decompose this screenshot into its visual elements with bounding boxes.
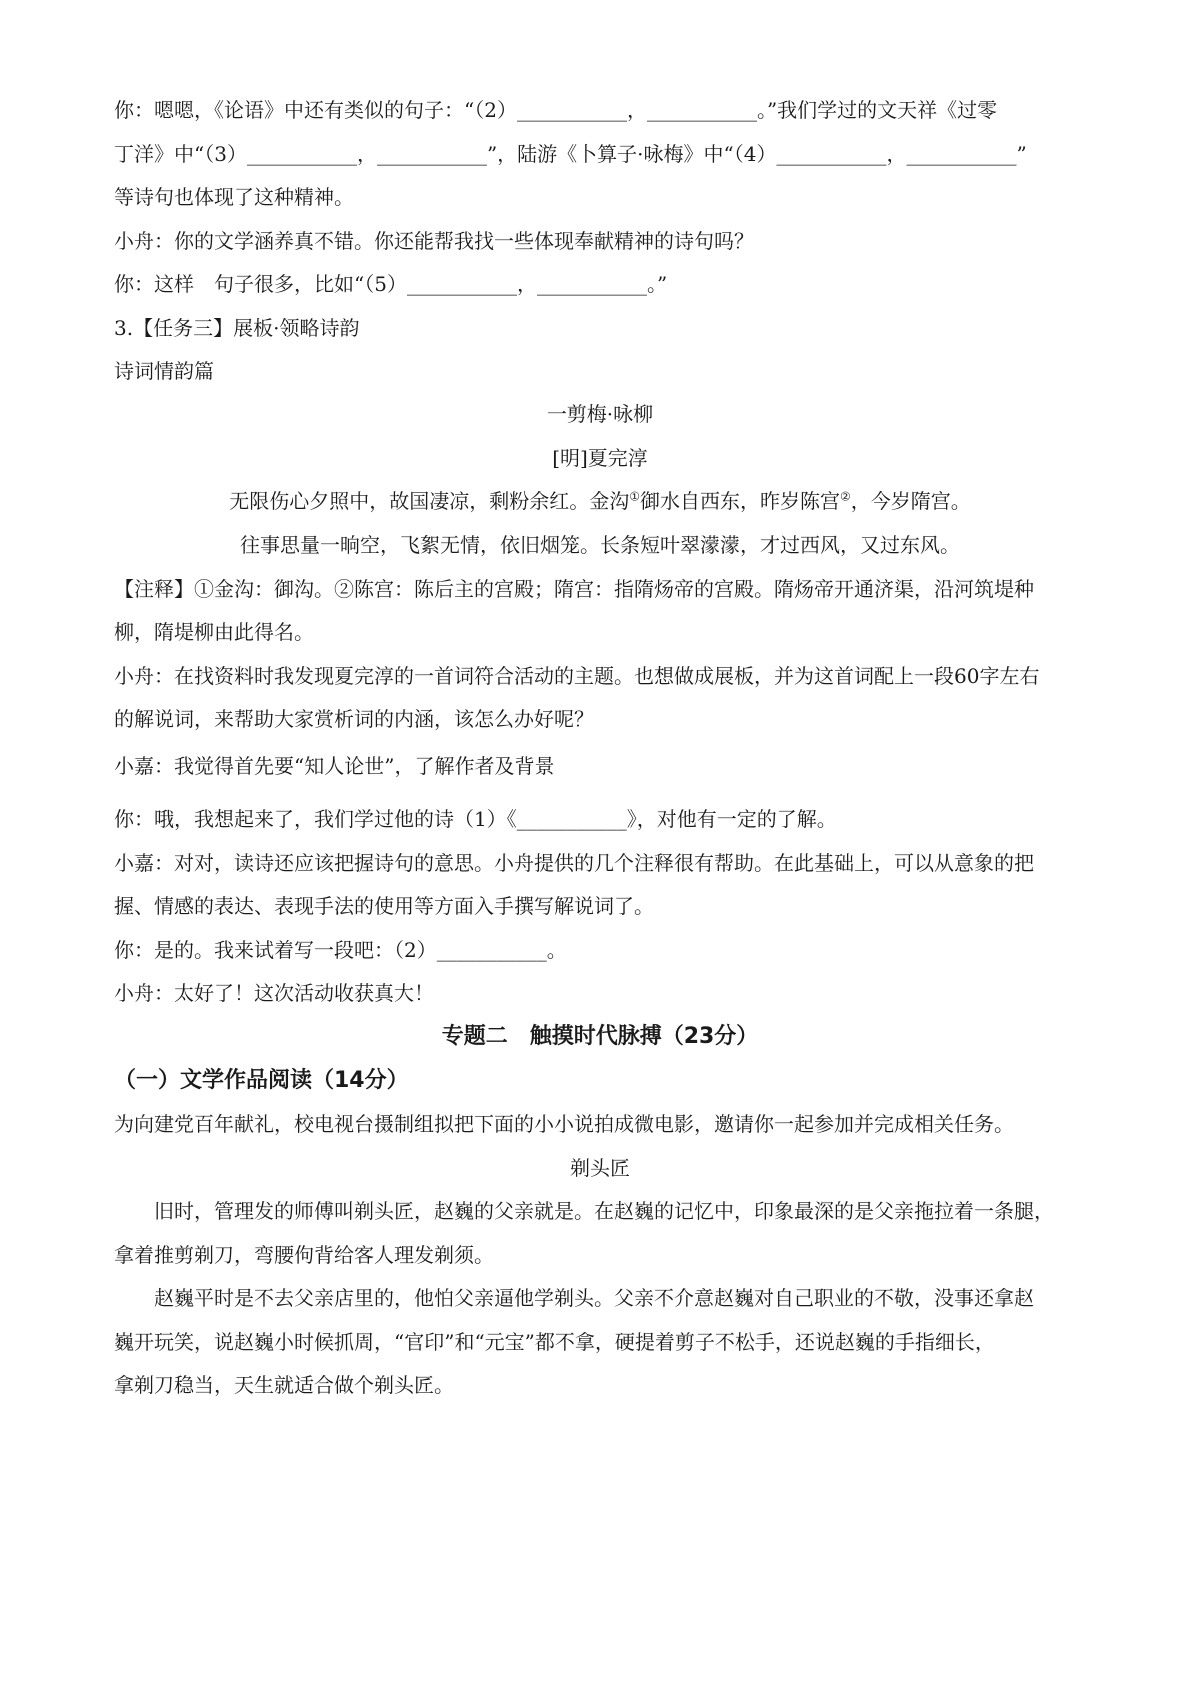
annotation: 柳，隋堤柳由此得名。 — [114, 620, 314, 644]
text-line: 小嘉：对对，读诗还应该把握诗句的意思。小舟提供的几个注释很有帮助。在此基础上，可以从意象的把 — [114, 851, 1034, 875]
section-heading: 专题二 触摸时代脉搏（23分） — [441, 1024, 759, 1049]
section-label: 诗词情韵篇 — [114, 359, 214, 383]
story-paragraph: 巍开玩笑，说赵巍小时候抓周，“官印”和“元宝”都不拿，硬提着剪子不松手，还说赵巍的手指细长， — [114, 1330, 995, 1354]
text-line: 你：嗯嗯，《论语》中还有类似的句子：“（2）___________，___________。”我们学过的文天祥《过零 — [114, 98, 998, 122]
poem-line: 往事思量一晌空，飞絮无情，依旧烟笼。长条短叶翠濛濛，才过西风，又过东风。 — [240, 533, 960, 557]
task-heading: 3.【任务三】展板·领略诗韵 — [114, 316, 360, 340]
text-line: 小舟：在找资料时我发现夏完淳的一首词符合活动的主题。也想做成展板，并为这首词配上一段60字左右 — [114, 664, 1040, 688]
text-line: 为向建党百年献礼，校电视台摄制组拟把下面的小小说拍成微电影，邀请你一起参加并完成相关任务。 — [114, 1112, 1014, 1136]
poem-title: 一剪梅·咏柳 — [546, 402, 654, 426]
text-line: 等诗句也体现了这种精神。 — [114, 185, 354, 209]
story-title: 剃头匠 — [570, 1156, 630, 1180]
text-line: 小嘉：我觉得首先要“知人论世”，了解作者及背景 — [114, 754, 555, 778]
text-line: 握、情感的表达、表现手法的使用等方面入手撰写解说词了。 — [114, 894, 654, 918]
story-paragraph: 拿着推剪剃刀，弯腰佝背给客人理发剃须。 — [114, 1243, 494, 1267]
text-line: 小舟：你的文学涵养真不错。你还能帮我找一些体现奉献精神的诗句吗？ — [114, 229, 754, 253]
text-line: 你：这样 句子很多，比如“（5）___________，___________。” — [114, 272, 668, 296]
story-paragraph: 拿剃刀稳当，天生就适合做个剃头匠。 — [114, 1373, 454, 1397]
text-line: 你：哦，我想起来了，我们学过他的诗（1）《___________》，对他有一定的了解。 — [114, 807, 837, 831]
annotation: 【注释】①金沟：御沟。②陈宫：陈后主的宫殿；隋宫：指隋炀帝的宫殿。隋炀帝开通济渠，沿河筑堤种 — [114, 577, 1034, 601]
story-paragraph: 旧时，管理发的师傅叫剃头匠，赵巍的父亲就是。在赵巍的记忆中，印象最深的是父亲拖拉着一条腿， — [154, 1199, 1054, 1223]
text-line: 丁洋》中“（3）___________，___________”，陆游《卜算子·咏梅》中“（4）___________，___________” — [114, 142, 1027, 166]
story-paragraph: 赵巍平时是不去父亲店里的，他怕父亲逼他学剃头。父亲不介意赵巍对自己职业的不敬，没事还拿赵 — [154, 1286, 1034, 1310]
poem-author: [明]夏完淳 — [552, 446, 648, 470]
poem-line: 无限伤心夕照中，故国凄凉，剩粉余红。金沟①御水自西东，昨岁陈宫②，今岁隋宫。 — [229, 489, 971, 513]
subsection-heading: （一）文学作品阅读（14分） — [114, 1068, 409, 1093]
text-line: 的解说词，来帮助大家赏析词的内涵，该怎么办好呢？ — [114, 707, 594, 731]
text-line: 你：是的。我来试着写一段吧：（2）___________。 — [114, 938, 567, 962]
text-line: 小舟：太好了！这次活动收获真大！ — [114, 981, 434, 1005]
